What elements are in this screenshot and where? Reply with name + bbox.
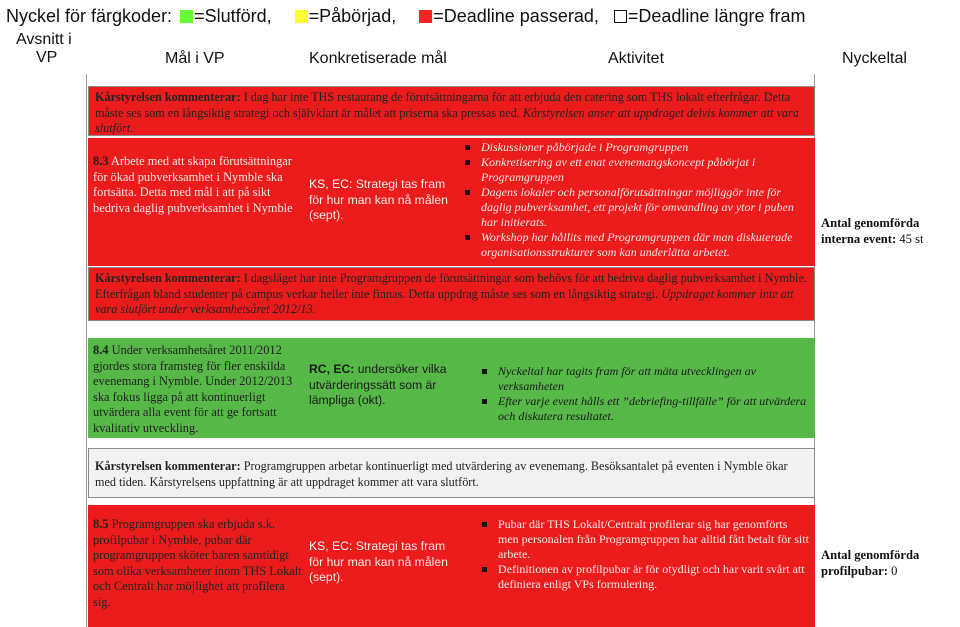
status-item: Definitionen av profilpubar är för otydligt och har varit svårt att definiera enligt VPs formulering. (480, 562, 810, 592)
row-8-3 (88, 138, 815, 266)
goal-number: 8.4 (93, 343, 109, 357)
column-header-concrete-goals: Konkretiserade mål (309, 50, 447, 67)
goal-8-4 (88, 341, 308, 438)
status-item: Pubar där THS Lokalt/Centralt profilerar sig har genomförts men personalen från Programgruppen har alltid fått betalt för sitt arbete. (480, 517, 810, 562)
legend-deadline-later: =Deadline längre fram (627, 6, 806, 26)
goal-text: Programgruppen ska erbjuda s.k. profilpubar i Nymble, pubar där programgruppen sköter baren samtidigt som olika verksamheter inom THS Lokalt och Centralt har möjlighet att profilera sig. (93, 517, 302, 609)
table-divider (86, 74, 87, 627)
status-list-8-3 (463, 140, 805, 260)
column-header-section (16, 31, 72, 67)
status-item: Dagens lokaler och personalförutsättningar möjliggör inte för daglig pubverksamhet, ett projekt för omvandling av ytor i puben har initierats. (463, 185, 805, 230)
comment-conclusion: Uppdraget kommer inte att vara slutfört under verksamhetsåret 2012/13. (95, 286, 794, 316)
kpi-8-3 (821, 215, 956, 247)
comment-text: Programgruppen arbetar kontinuerligt med utvärdering av evenemang. Besöksantalet på eventen i Nymble ökar med tiden. Kårstyrelsens uppfattning är att uppdraget kommer att vara slutfört. (95, 459, 788, 489)
comment-text: I dag har inte THS restaurang de förutsättningarna för att erbjuda den catering som THS lokalt efterfrågar. Detta måste ses som en långsiktig strategi och självklart är målet att priserna ska pressas ned. (95, 90, 791, 120)
comment-box-8-3-bottom (88, 267, 815, 321)
comment-box-8-4 (88, 448, 815, 498)
status-list-8-4 (480, 364, 810, 424)
row-8-5 (88, 505, 815, 627)
goal-number: 8.5 (93, 517, 109, 531)
kpi-8-5 (821, 547, 956, 579)
column-header-kpi: Nyckeltal (842, 50, 907, 67)
goal-number: 8.3 (93, 154, 109, 168)
legend-deadline-passed: =Deadline passerad, (433, 6, 599, 26)
kpi-value: 45 st (899, 232, 924, 246)
status-item: Efter varje event hålls ett ”debriefing-tillfälle” för att utvärdera och diskutera resultatet. (480, 394, 810, 424)
activity-8-4 (309, 362, 459, 409)
status-item: Diskussioner påbörjade i Programgruppen (463, 140, 805, 155)
column-header-section-line2: VP (36, 49, 58, 66)
activity-text: undersöker vilka utvärderingssätt som är lämpliga (okt). (309, 362, 447, 407)
legend-swatch-deadline-passed (419, 10, 432, 23)
color-legend (6, 6, 805, 27)
comment-label: Kårstyrelsen kommenterar: (95, 90, 241, 104)
status-item: Nyckeltal har tagits fram för att mäta utvecklingen av verksamheten (480, 364, 810, 394)
status-item: Workshop har hållits med Programgruppen där man diskuterade organisationsstrukturer som kan underlätta arbetet. (463, 230, 805, 260)
legend-started: =Påbörjad, (308, 6, 397, 26)
goal-8-3 (88, 152, 298, 218)
comment-text: I dagsläget har inte Programgruppen de förutsättningar som behövs för att bedriva daglig pubverksamhet i Nymble. Efterfrågan bland studenter på campus verkar heller inte finnas. Detta uppdrag måste ses som en långsiktig strategi. (95, 271, 807, 301)
activity-text: Strategi tas fram för hur man kan nå målen (sept). (309, 539, 448, 584)
status-list-8-5 (480, 517, 810, 592)
kpi-label: Antal genomförda profilpubar: (821, 548, 920, 578)
goal-text: Under verksamhetsåret 2011/2012 gjordes stora framsteg för fler enskilda evenemang i Nymble. Under 2012/2013 ska fokus ligga på att kontinuerligt utvärdera alla event för att ge fortsatt kvalitativ utveckling. (93, 343, 293, 435)
activity-owner: KS, EC: (309, 539, 353, 553)
column-header-section-line1: Avsnitt i (16, 31, 72, 48)
column-header-activity: Aktivitet (608, 50, 665, 67)
comment-label: Kårstyrelsen kommenterar: (95, 459, 241, 473)
goal-text: Arbete med att skapa förutsättningar för ökad pubverksamhet i Nymble ska fortsätta. Detta med mål i att på sikt bedriva daglig pubverksamhet i Nymble (93, 154, 293, 215)
kpi-label: Antal genomförda interna event: (821, 216, 920, 246)
legend-swatch-completed (180, 10, 193, 23)
column-header-goal-vp: Mål i VP (165, 50, 225, 67)
activity-8-3 (309, 177, 459, 224)
row-8-4 (88, 338, 815, 438)
activity-owner: RC, EC: (309, 362, 355, 376)
comment-box-8-3-top (88, 86, 815, 136)
status-item: Konkretisering av ett enat evenemangskoncept påbörjat i Programgruppen (463, 155, 805, 185)
kpi-value: 0 (891, 564, 898, 578)
activity-owner: KS, EC: (309, 177, 353, 191)
legend-completed: =Slutförd, (194, 6, 272, 26)
goal-8-5 (88, 515, 308, 612)
legend-swatch-started (295, 10, 308, 23)
comment-label: Kårstyrelsen kommenterar: (95, 271, 241, 285)
activity-text: Strategi tas fram för hur man kan nå målen (sept). (309, 177, 448, 222)
activity-8-5 (309, 539, 459, 586)
legend-prefix: Nyckel för färgkoder: (6, 6, 173, 26)
comment-conclusion: Kårstyrelsen anser att uppdraget delvis kommer att vara slutfört. (95, 105, 799, 135)
legend-swatch-deadline-later (614, 10, 627, 23)
